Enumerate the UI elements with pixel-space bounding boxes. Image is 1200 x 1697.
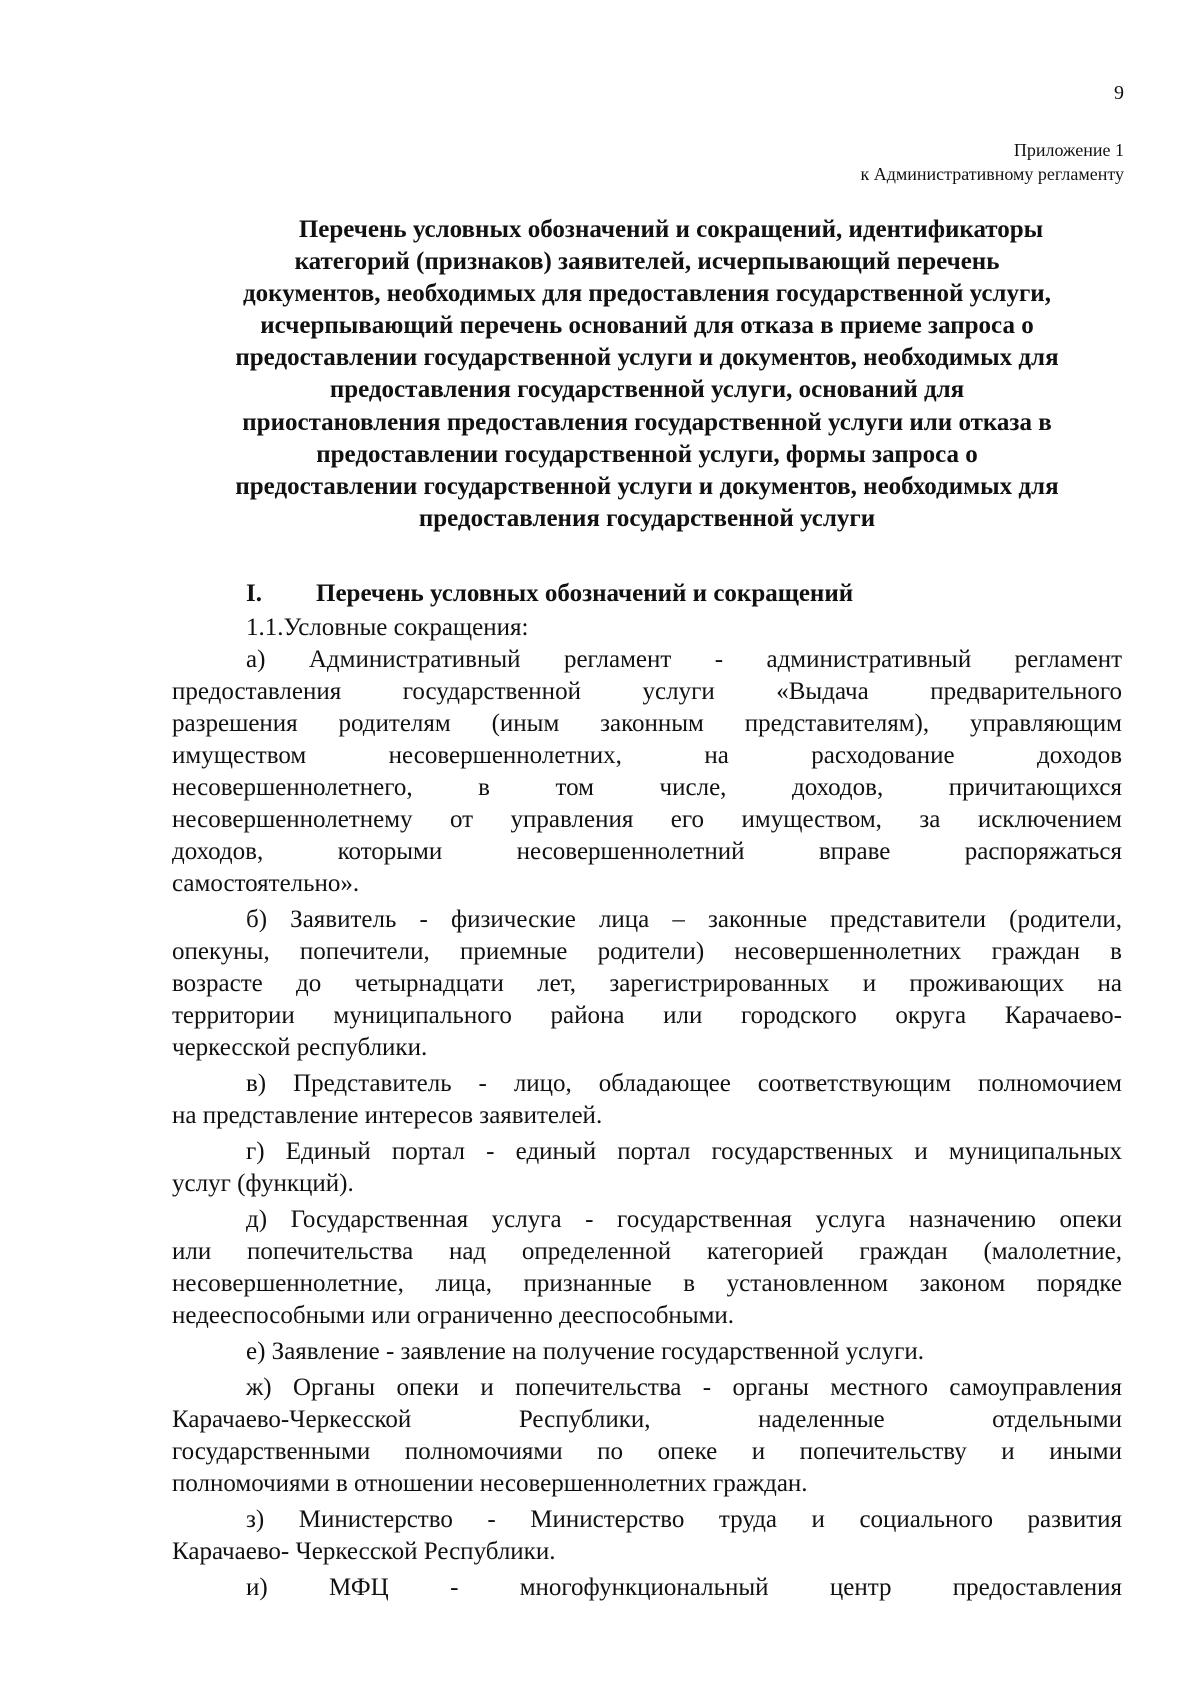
title-line: документов, необходимых для предоставления государственной услуги,: [243, 280, 1051, 308]
paragraph-line: несовершеннолетнего, в том числе, доходов, причитающихся: [172, 774, 1122, 801]
paragraph-line: самостоятельно».: [172, 870, 360, 897]
title-line: предоставления государственной услуги: [418, 504, 876, 532]
paragraph-line: доходов, которыми несовершеннолетний вправе распоряжаться: [172, 838, 1122, 865]
paragraph-line: территории муниципального района или городского округа Карачаево-: [172, 1002, 1122, 1029]
paragraph-line: несовершеннолетние, лица, признанные в установленном законом порядке: [172, 1270, 1122, 1297]
definition-paragraph-v: [172, 1068, 1122, 1132]
paragraph-line: несовершеннолетнему от управления его имуществом, за исключением: [172, 806, 1122, 833]
definition-paragraph-a: [172, 644, 1122, 900]
paragraph-line: или попечительства над определенной категорией граждан (малолетние,: [172, 1238, 1122, 1265]
paragraph-line: Карачаево-Черкесской Республики, наделенные отдельными: [172, 1406, 1122, 1433]
paragraph-line: недееспособными или ограниченно дееспособными.: [172, 1302, 735, 1329]
definition-paragraph-zh: [172, 1372, 1122, 1500]
definition-paragraph-i: [172, 1572, 1122, 1604]
definition-paragraph-b: [172, 904, 1122, 1064]
paragraph-line: услуг (функций).: [172, 1170, 354, 1197]
title-line: приостановления предоставления государственной услуги или отказа в: [242, 408, 1052, 436]
paragraph-line: возрасте до четырнадцати лет, зарегистрированных и проживающих на: [172, 970, 1122, 997]
paragraph-line: д) Государственная услуга - государственная услуга назначению опеки: [246, 1206, 1122, 1233]
definition-paragraph-g: [172, 1136, 1122, 1200]
paragraph-line: а) Административный регламент - административный регламент: [246, 646, 1122, 673]
paragraph-line: предоставления государственной услуги «Выдача предварительного: [172, 678, 1122, 705]
title-line: категорий (признаков) заявителей, исчерпывающий перечень: [294, 248, 1000, 276]
appendix-reference: [860, 138, 1124, 186]
definitions-list: [172, 644, 1122, 1604]
title-line: предоставления государственной услуги, оснований для: [329, 376, 965, 404]
document-title: [172, 214, 1122, 535]
paragraph-line: г) Единый портал - единый портал государственных и муниципальных: [246, 1138, 1122, 1165]
section-heading: [246, 578, 853, 610]
paragraph-line: опекуны, попечители, приемные родители) несовершеннолетних граждан в: [172, 938, 1122, 965]
paragraph-line: черкесской республики.: [172, 1034, 428, 1061]
section-number: I.: [246, 580, 262, 607]
paragraph-line: Карачаево- Черкесской Республики.: [172, 1538, 556, 1565]
paragraph-line: разрешения родителям (иным законным представителям), управляющим: [172, 710, 1122, 737]
paragraph-line: государственными полномочиями по опеке и попечительству и иными: [172, 1438, 1122, 1465]
definition-paragraph-z: [172, 1504, 1122, 1568]
paragraph-line: имуществом несовершеннолетних, на расходование доходов: [172, 742, 1122, 769]
paragraph-line: в) Представитель - лицо, обладающее соответствующим полномочием: [246, 1070, 1122, 1097]
appendix-line: Приложение 1: [1013, 140, 1124, 160]
definition-paragraph-d: [172, 1204, 1122, 1332]
paragraph-line: е) Заявление - заявление на получение государственной услуги.: [246, 1338, 925, 1365]
title-line: предоставлении государственной услуги, формы запроса о: [316, 440, 978, 468]
title-line: Перечень условных обозначений и сокращений, идентификаторы: [298, 216, 1044, 243]
title-line: предоставлении государственной услуги и документов, необходимых для: [235, 472, 1059, 500]
title-line: исчерпывающий перечень оснований для отказа в приеме запроса о: [260, 312, 1034, 340]
appendix-line: к Административному регламенту: [860, 164, 1124, 184]
paragraph-line: и) МФЦ - многофункциональный центр предоставления: [246, 1574, 1122, 1601]
paragraph-line: на представление интересов заявителей.: [172, 1102, 603, 1129]
section-title: Перечень условных обозначений и сокращений: [316, 580, 854, 607]
subheading: 1.1.Условные сокращения:: [246, 614, 529, 641]
definition-paragraph-e: [172, 1336, 1122, 1368]
paragraph-line: б) Заявитель - физические лица – законные представители (родители,: [246, 906, 1122, 933]
paragraph-line: ж) Органы опеки и попечительства - органы местного самоуправления: [246, 1374, 1122, 1401]
title-line: предоставлении государственной услуги и документов, необходимых для: [235, 344, 1059, 372]
page-number: 9: [1114, 82, 1124, 104]
paragraph-line: полномочиями в отношении несовершеннолетних граждан.: [172, 1470, 808, 1497]
paragraph-line: з) Министерство - Министерство труда и социального развития: [246, 1506, 1122, 1533]
